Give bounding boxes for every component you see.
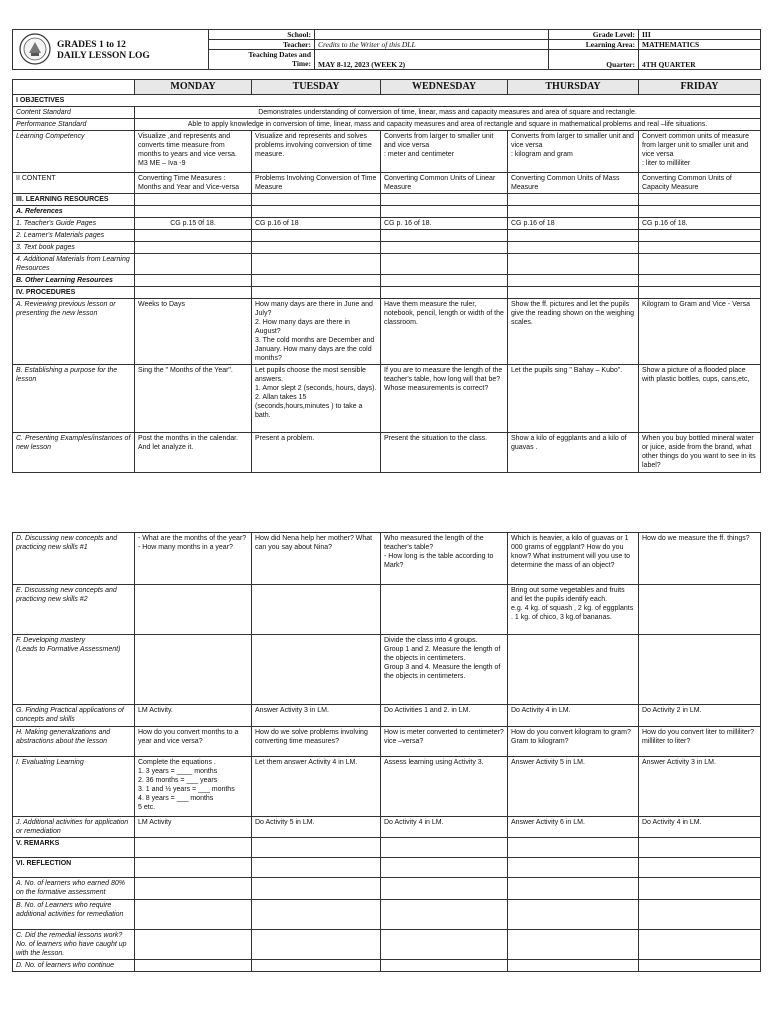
procedure-b-label: B. Establishing a purpose for the lesson <box>13 365 135 433</box>
empty-cell <box>135 194 252 206</box>
day-header-thursday: THURSDAY <box>508 80 639 95</box>
content-tuesday: Problems Involving Conversion of Time Measure <box>252 173 381 194</box>
content-monday: Converting Time Measures : Months and Year and Vice-versa <box>135 173 252 194</box>
empty-cell <box>508 275 639 287</box>
other-resources-label: B. Other Learning Resources <box>13 275 135 287</box>
empty-cell <box>639 900 761 930</box>
empty-cell <box>381 878 508 900</box>
quarter-label: Quarter: <box>549 50 639 70</box>
remarks-label: V. REMARKS <box>13 838 135 858</box>
procedure-j-friday: Do Activity 4 in LM. <box>639 817 761 838</box>
reflection-b-label: B. No. of Learners who require additional activities for remediation <box>13 900 135 930</box>
empty-cell <box>252 838 381 858</box>
procedure-d-thursday: Which is heavier, a kilo of guavas or 1 000 grams of eggplant? How do you know? What instrument will you use to determine the mass of an object? <box>508 533 639 585</box>
content-label: II CONTENT <box>13 173 135 194</box>
reflection-c-label: C. Did the remedial lessons work? No. of learners who have caught up with the lesson. <box>13 930 135 960</box>
procedure-f-thursday <box>508 635 639 705</box>
logo-line-1: GRADES 1 to 12 <box>57 40 126 50</box>
procedure-c-tuesday: Present a problem. <box>252 433 381 473</box>
logo-title <box>57 40 150 62</box>
empty-cell <box>252 230 381 242</box>
empty-cell <box>135 858 252 878</box>
procedure-j-thursday: Answer Activity 6 in LM. <box>508 817 639 838</box>
teaching-dates-value: MAY 8-12, 2023 (WEEK 2) <box>315 50 549 70</box>
empty-cell <box>135 287 252 299</box>
procedure-j-label: J. Additional activities for application or remediation <box>13 817 135 838</box>
grade-level-label: Grade Level: <box>549 30 639 40</box>
empty-cell <box>508 206 639 218</box>
content-standard-text: Demonstrates understanding of conversion of time, linear, mass and capacity measures and area of square and rectangle. <box>135 107 761 119</box>
procedure-e-friday <box>639 585 761 635</box>
empty-cell <box>639 838 761 858</box>
tg-thursday: CG p.16 of 18 <box>508 218 639 230</box>
procedure-f-monday <box>135 635 252 705</box>
day-header-monday: MONDAY <box>135 80 252 95</box>
procedure-f-tuesday <box>252 635 381 705</box>
tg-tuesday: CG p.16 of 18 <box>252 218 381 230</box>
empty-cell <box>508 287 639 299</box>
empty-cell <box>381 287 508 299</box>
empty-cell <box>252 275 381 287</box>
empty-cell <box>381 206 508 218</box>
procedure-c-wednesday: Present the situation to the class. <box>381 433 508 473</box>
empty-cell <box>508 242 639 254</box>
text-book-label: 3. Text book pages <box>13 242 135 254</box>
empty-cell <box>639 230 761 242</box>
additional-materials-label: 4. Additional Materials from Learning Resources <box>13 254 135 275</box>
grade-level-value: III <box>639 30 761 40</box>
competency-wednesday: Converts from larger to smaller unit and vice versa : meter and centimeter <box>381 131 508 173</box>
procedure-e-thursday: Bring out some vegetables and fruits and let the pupils identify each. e.g. 4 kg. of squash , 2 kg. of eggplants . 1 kg. of chico, 3 kg.of bananas. <box>508 585 639 635</box>
content-standard-label: Content Standard <box>13 107 135 119</box>
empty-cell <box>639 254 761 275</box>
procedure-a-thursday: Show the ff. pictures and let the pupils give the reading shown on the weighing scales. <box>508 299 639 365</box>
procedure-f-friday <box>639 635 761 705</box>
quarter-value: 4TH QUARTER <box>639 50 761 70</box>
empty-cell <box>381 960 508 972</box>
empty-cell <box>508 930 639 960</box>
procedure-j-monday: LM Activity <box>135 817 252 838</box>
teaching-dates-label-line-2: Time: <box>291 59 311 68</box>
school-value <box>315 30 549 40</box>
day-header-tuesday: TUESDAY <box>252 80 381 95</box>
procedure-c-monday: Post the months in the calendar. And let analyze it. <box>135 433 252 473</box>
empty-cell <box>252 930 381 960</box>
empty-cell <box>135 206 252 218</box>
empty-cell <box>135 230 252 242</box>
procedure-e-monday <box>135 585 252 635</box>
procedure-d-wednesday: Who measured the length of the teacher's table? - How long is the table according to Mark? <box>381 533 508 585</box>
empty-cell <box>252 254 381 275</box>
procedure-a-wednesday: Have them measure the ruler, notebook, pencil, length or width of the classroom. <box>381 299 508 365</box>
empty-cell <box>508 900 639 930</box>
competency-monday: Visualize ,and represents and converts time measure from months to years and vice versa. M3 ME – Iva -9 <box>135 131 252 173</box>
competency-thursday: Converts from larger to smaller unit and vice versa : kilogram and gram <box>508 131 639 173</box>
procedure-c-friday: When you buy bottled mineral water or juice, aside from the brand, what other things do you want to see in its label? <box>639 433 761 473</box>
empty-cell <box>639 960 761 972</box>
procedure-g-monday: LM Activity. <box>135 705 252 727</box>
empty-cell <box>381 275 508 287</box>
tg-monday: CG p.15 0f 18. <box>135 218 252 230</box>
procedure-d-label: D. Discussing new concepts and practicing new skills #1 <box>13 533 135 585</box>
empty-cell <box>252 194 381 206</box>
empty-cell <box>639 242 761 254</box>
reflection-heading: VI. REFLECTION <box>13 858 135 878</box>
procedures-heading: IV. PROCEDURES <box>13 287 135 299</box>
procedure-b-monday: Sing the " Months of the Year". <box>135 365 252 433</box>
empty-cell <box>135 254 252 275</box>
performance-standard-text: Able to apply knowledge in conversion of time, linear, mass and capacity measures and area of rectangle and square in mathematical problems and real –life situations. <box>135 119 761 131</box>
procedure-b-friday: Show a picture of a flooded place with plastic bottles, cups, cans,etc, <box>639 365 761 433</box>
empty-cell <box>381 930 508 960</box>
procedure-c-thursday: Show a kilo of eggplants and a kilo of guavas . <box>508 433 639 473</box>
empty-cell <box>381 230 508 242</box>
procedure-d-tuesday: How did Nena help her mother? What can you say about Nina? <box>252 533 381 585</box>
deped-seal-icon <box>19 33 51 65</box>
empty-cell <box>381 838 508 858</box>
empty-cell <box>135 878 252 900</box>
procedure-b-thursday: Let the pupils sing " Bahay – Kubo". <box>508 365 639 433</box>
learning-area-value: MATHEMATICS <box>639 40 761 50</box>
references-label: A. References <box>13 206 135 218</box>
procedure-i-label: I. Evaluating Learning <box>13 757 135 817</box>
teacher-label: Teacher: <box>209 40 315 50</box>
empty-cell <box>508 838 639 858</box>
empty-cell <box>639 878 761 900</box>
empty-cell <box>135 960 252 972</box>
empty-cell <box>252 878 381 900</box>
procedure-h-monday: How do you convert months to a year and vice versa? <box>135 727 252 757</box>
procedure-j-wednesday: Do Activity 4 in LM. <box>381 817 508 838</box>
procedure-b-tuesday: Let pupils choose the most sensible answers. 1. Amor slept 2 (seconds, hours, days). 2. Allan takes 15 (seconds,hours,minutes ) to take a bath. <box>252 365 381 433</box>
learners-materials-label: 2. Learner's Materials pages <box>13 230 135 242</box>
header-table <box>12 29 761 70</box>
procedure-e-label: E. Discussing new concepts and practicing new skills #2 <box>13 585 135 635</box>
teachers-guide-label: 1. Teacher's Guide Pages <box>13 218 135 230</box>
empty-cell <box>508 254 639 275</box>
learning-resources-heading: III. LEARNING RESOURCES <box>13 194 135 206</box>
empty-cell <box>508 878 639 900</box>
reflection-a-label: A. No. of learners who earned 80% on the formative assessment <box>13 878 135 900</box>
content-wednesday: Converting Common Units of Linear Measure <box>381 173 508 194</box>
procedure-g-friday: Do Activity 2 in LM. <box>639 705 761 727</box>
tg-friday: CG p.16 of 18. <box>639 218 761 230</box>
empty-cell <box>639 206 761 218</box>
procedure-i-tuesday: Let them answer Activity 4 in LM. <box>252 757 381 817</box>
teacher-value: Credits to the Writer of this DLL <box>315 40 549 50</box>
procedure-g-thursday: Do Activity 4 in LM. <box>508 705 639 727</box>
procedure-f-label: F. Developing mastery (Leads to Formative Assessment) <box>13 635 135 705</box>
empty-cell <box>135 242 252 254</box>
school-label: School: <box>209 30 315 40</box>
empty-cell <box>639 287 761 299</box>
teaching-dates-label <box>209 50 315 70</box>
empty-cell <box>381 242 508 254</box>
procedure-c-label: C. Presenting Examples/instances of new lesson <box>13 433 135 473</box>
day-header-wednesday: WEDNESDAY <box>381 80 508 95</box>
procedure-a-tuesday: How many days are there in June and July? 2. How many days are there in August? 3. The cold months are December and January. How many days are the cold months? <box>252 299 381 365</box>
learning-competency-label: Learning Competency <box>13 131 135 173</box>
competency-tuesday: Visualize and represents and solves problems involving conversion of time measure. <box>252 131 381 173</box>
lesson-table-part-1 <box>12 79 761 473</box>
empty-cell <box>381 900 508 930</box>
teaching-dates-label-line-1: Teaching Dates and <box>248 50 311 59</box>
procedure-e-tuesday <box>252 585 381 635</box>
empty-cell <box>381 194 508 206</box>
corner-cell <box>13 80 135 95</box>
logo-block <box>13 30 209 70</box>
procedure-a-label: A. Reviewing previous lesson or presenting the new lesson <box>13 299 135 365</box>
empty-cell <box>135 838 252 858</box>
procedure-h-thursday: How do you convert kilogram to gram? Gram to kilogram? <box>508 727 639 757</box>
procedure-d-monday: - What are the months of the year? - How many months in a year? <box>135 533 252 585</box>
procedure-a-monday: Weeks to Days <box>135 299 252 365</box>
logo-line-2: DAILY LESSON LOG <box>57 51 150 61</box>
procedure-i-monday: Complete the equations . 1. 3 years = ____ months 2. 36 months = ___ years 3. 1 and ½ years = ___ months 4. 8 years = ___ months 5 etc. <box>135 757 252 817</box>
procedure-i-wednesday: Assess learning using Activity 3. <box>381 757 508 817</box>
procedure-h-friday: How do you convert liter to milliliter? milliliter to liter? <box>639 727 761 757</box>
empty-cell <box>639 275 761 287</box>
empty-cell <box>508 858 639 878</box>
empty-cell <box>252 858 381 878</box>
procedure-d-friday: How do we measure the ff. things? <box>639 533 761 585</box>
day-header-friday: FRIDAY <box>639 80 761 95</box>
empty-cell <box>135 930 252 960</box>
empty-cell <box>381 858 508 878</box>
reflection-d-label: D. No. of learners who continue <box>13 960 135 972</box>
procedure-g-label: G. Finding Practical applications of concepts and skills <box>13 705 135 727</box>
tg-wednesday: CG p. 16 of 18. <box>381 218 508 230</box>
content-friday: Converting Common Units of Capacity Measure <box>639 173 761 194</box>
procedure-j-tuesday: Do Activity 5 in LM. <box>252 817 381 838</box>
empty-cell <box>381 254 508 275</box>
procedure-b-wednesday: If you are to measure the length of the teacher's table, how long will that be? Whose measurements is correct? <box>381 365 508 433</box>
empty-cell <box>252 242 381 254</box>
empty-cell <box>252 900 381 930</box>
procedure-i-thursday: Answer Activity 5 in LM. <box>508 757 639 817</box>
competency-friday: Convert common units of measure from larger unit to smaller unit and vice versa : liter to milliliter <box>639 131 761 173</box>
lesson-table-part-2 <box>12 532 761 972</box>
content-thursday: Converting Common Units of Mass Measure <box>508 173 639 194</box>
procedure-g-tuesday: Answer Activity 3 in LM. <box>252 705 381 727</box>
empty-cell <box>135 275 252 287</box>
procedure-h-label: H. Making generalizations and abstractions about the lesson <box>13 727 135 757</box>
empty-cell <box>252 206 381 218</box>
procedure-h-tuesday: How do we solve problems involving converting time measures? <box>252 727 381 757</box>
empty-cell <box>252 287 381 299</box>
empty-cell <box>252 960 381 972</box>
performance-standard-label: Performance Standard <box>13 119 135 131</box>
empty-cell <box>639 858 761 878</box>
empty-cell <box>639 194 761 206</box>
procedure-f-wednesday: Divide the class into 4 groups. Group 1 and 2. Measure the length of the objects in centimeters. Group 3 and 4. Measure the length of the objects in centimeters. <box>381 635 508 705</box>
empty-cell <box>639 930 761 960</box>
procedure-e-wednesday <box>381 585 508 635</box>
procedure-i-friday: Answer Activity 3 in LM. <box>639 757 761 817</box>
procedure-g-wednesday: Do Activities 1 and 2. in LM. <box>381 705 508 727</box>
empty-cell <box>508 230 639 242</box>
empty-cell <box>508 194 639 206</box>
procedure-a-friday: Kilogram to Gram and Vice - Versa <box>639 299 761 365</box>
learning-area-label: Learning Area: <box>549 40 639 50</box>
objectives-heading: I OBJECTIVES <box>13 95 761 107</box>
empty-cell <box>135 900 252 930</box>
empty-cell <box>508 960 639 972</box>
procedure-h-wednesday: How is meter converted to centimeter?vice –versa? <box>381 727 508 757</box>
